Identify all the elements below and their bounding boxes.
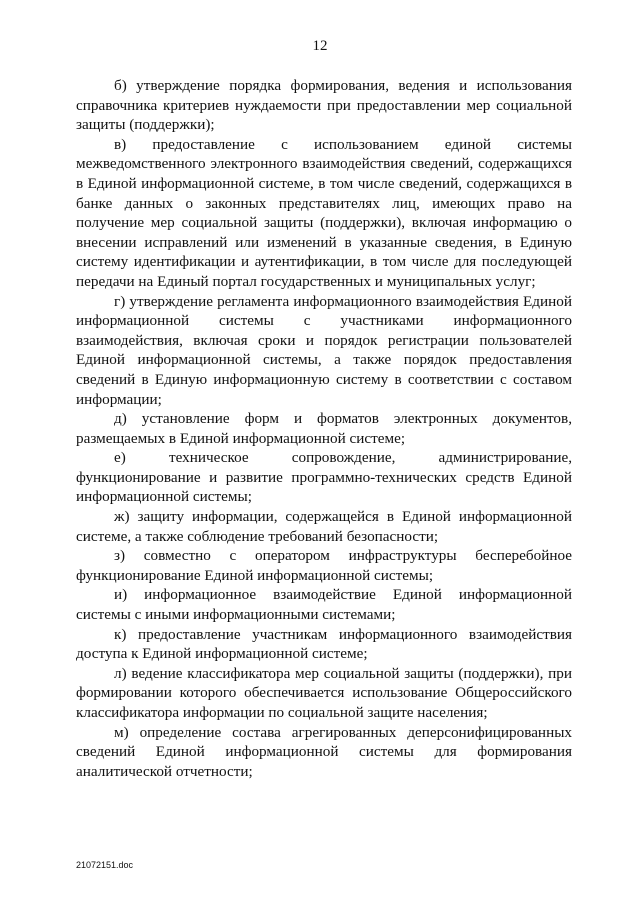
document-file-code: 21072151.doc — [76, 860, 134, 870]
paragraph-z: з) совместно с оператором инфраструктуры бесперебойное функционирование Единой информационной системы; — [76, 547, 572, 584]
paragraph-l: л) ведение классификатора мер социальной защиты (поддержки), при формировании которого обеспечивается использование Общероссийского классификатора информации по социальной защите населения; — [76, 664, 572, 721]
document-body — [76, 76, 572, 781]
paragraph-b: б) утверждение порядка формирования, ведения и использования справочника критериев нуждаемости при предоставлении мер социальной защиты (поддержки); — [76, 77, 572, 134]
paragraph-g: г) утверждение регламента информационного взаимодействия Единой информационной системы с участниками информационного взаимодействия, включая сроки и порядок регистрации пользователей Единой информационной системы, а также порядок предоставления сведений в Единую информационную систему в соответствии с составом информации; — [76, 292, 572, 408]
page-number: 12 — [312, 38, 328, 54]
paragraph-i: и) информационное взаимодействие Единой информационной системы с иными информационными системами; — [76, 586, 572, 624]
paragraph-d: д) установление форм и форматов электронных документов, размещаемых в Единой информационной системе; — [76, 410, 572, 447]
paragraph-m: м) определение состава агрегированных деперсонифицированных сведений Единой информационной системы для формирования аналитической отчетности; — [76, 723, 572, 780]
paragraph-k: к) предоставление участникам информационного взаимодействия доступа к Единой информационной системе; — [76, 625, 572, 663]
paragraph-e: е) техническое сопровождение, администрирование, функционирование и развитие программно-технических средств Единой информационной системы; — [76, 449, 572, 506]
paragraph-zh: ж) защиту информации, содержащейся в Единой информационной системе, а также соблюдение требований безопасности; — [76, 508, 572, 545]
paragraph-v: в) предоставление с использованием единой системы межведомственного электронного взаимодействия сведений, содержащихся в Единой информационной системе, в том числе сведений, содержащихся в банке данных о законных представителях лиц, имеющих право на получение мер социальной защиты (поддержки), включая информацию о внесении исправлений или изменений в указанные сведения, в Единую систему идентификации и аутентификации, в том числе для последующей передачи на Единый портал государственных и муниципальных услуг; — [76, 135, 572, 290]
